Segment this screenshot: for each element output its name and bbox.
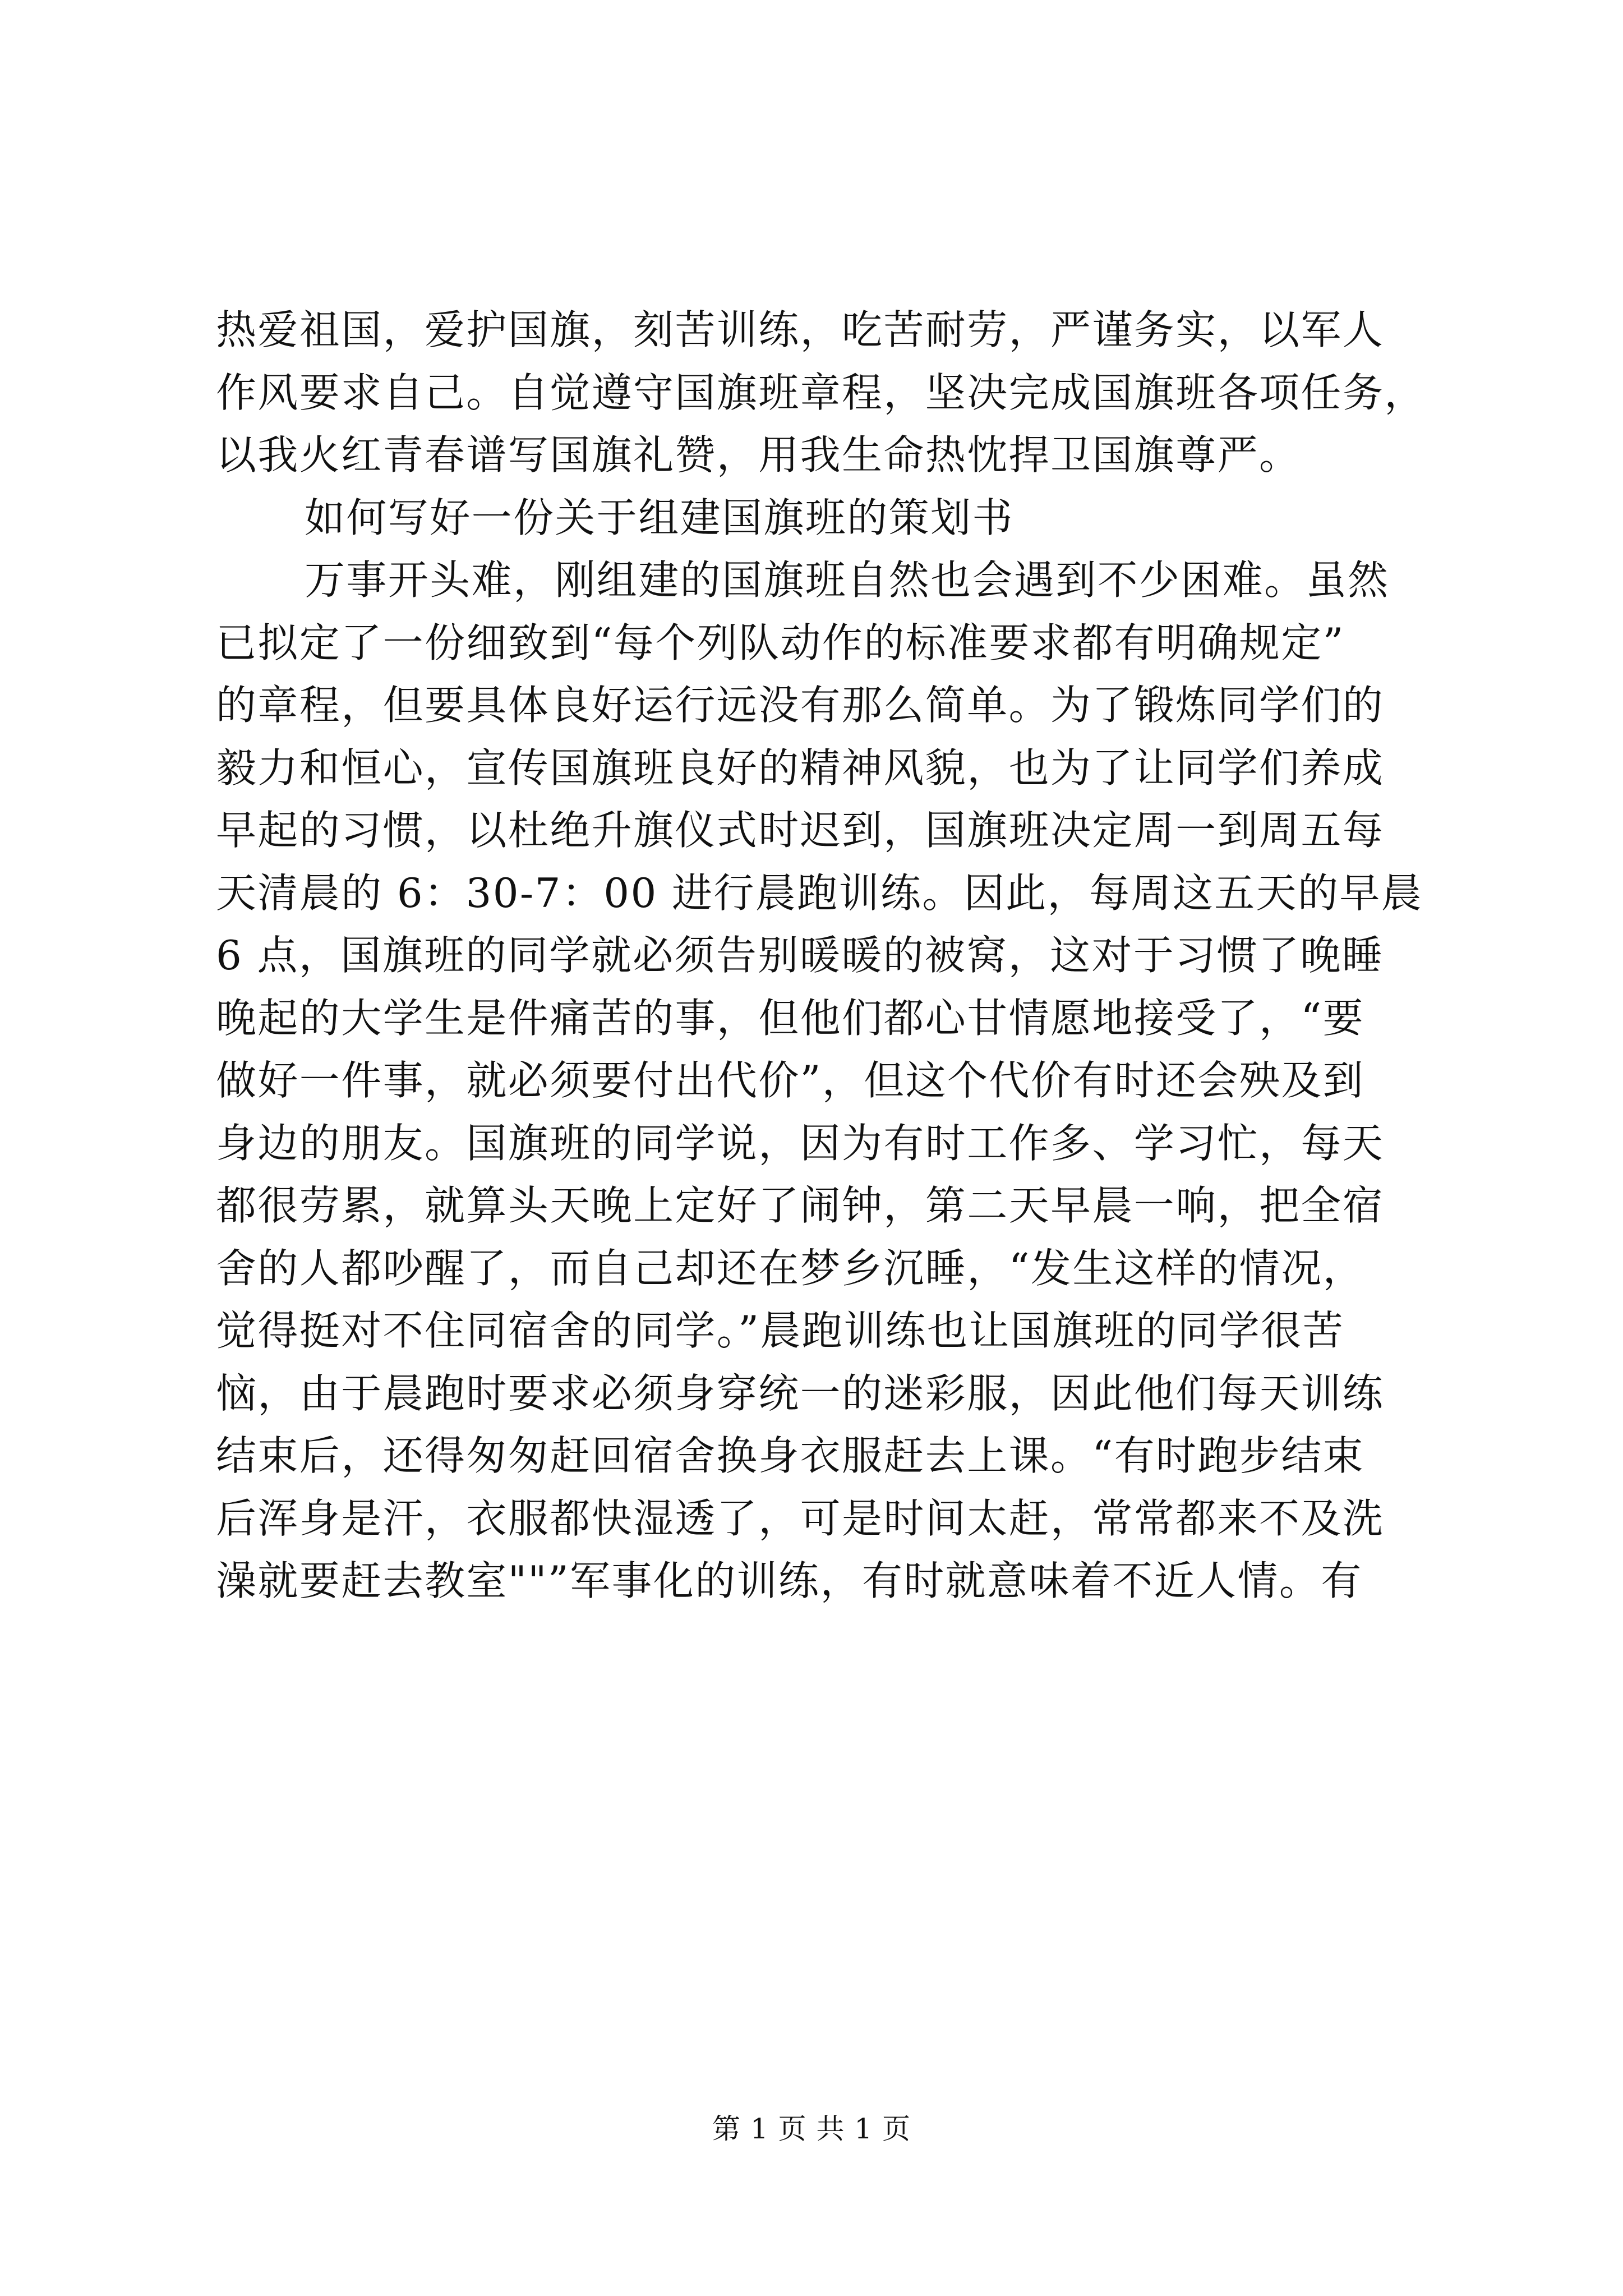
text-line: 早起的习惯，以杜绝升旗仪式时迟到，国旗班决定周一到周五每	[216, 807, 1385, 854]
text-line: 身边的朋友。国旗班的同学说，因为有时工作多、学习忙，每天	[216, 1119, 1385, 1167]
text-line: 觉得挺对不住同宿舍的同学。”晨跑训练也让国旗班的同学很苦	[216, 1307, 1345, 1354]
text-line: 万事开头难，刚组建的国旗班自然也会遇到不少困难。虽然	[305, 556, 1390, 604]
text-line: 后浑身是汗，衣服都快湿透了，可是时间太赶，常常都来不及洗	[216, 1494, 1385, 1542]
text-line: 天清晨的 6：30-7：00 进行晨跑训练。因此，每周这五天的早晨	[216, 869, 1423, 917]
text-line: 澡就要赶去教室""”军事化的训练，有时就意味着不近人情。有	[216, 1557, 1363, 1604]
text-line: 作风要求自己。自觉遵守国旗班章程，坚决完成国旗班各项任务，	[216, 369, 1426, 416]
page-footer	[0, 2106, 1623, 2147]
heading-text: 如何写好一份关于组建国旗班的策划书	[305, 494, 1014, 541]
text-line: 恼，由于晨跑时要求必须身穿统一的迷彩服，因此他们每天训练	[216, 1369, 1385, 1417]
page-number-label: 第 1 页 共 1 页	[712, 2113, 911, 2145]
text-line: 做好一件事，就必须要付出代价”，但这个代价有时还会殃及到	[216, 1057, 1365, 1104]
section-heading	[216, 487, 1407, 550]
text-line: 以我火红青春谱写国旗礼赞，用我生命热忱捍卫国旗尊严。	[216, 431, 1301, 478]
text-line: 都很劳累，就算头天晚上定好了闹钟，第二天早晨一响，把全宿	[216, 1182, 1385, 1229]
paragraph	[216, 549, 1423, 1613]
text-line: 热爱祖国，爱护国旗，刻苦训练，吃苦耐劳，严谨务实，以军人	[216, 306, 1385, 353]
text-line: 舍的人都吵醒了，而自己却还在梦乡沉睡，“发生这样的情况，	[216, 1244, 1365, 1292]
text-line: 的章程，但要具体良好运行远没有那么简单。为了锻炼同学们的	[216, 682, 1385, 729]
text-line: 已拟定了一份细致到“每个列队动作的标准要求都有明确规定”	[216, 619, 1345, 666]
text-line: 结束后，还得匆匆赶回宿舍换身衣服赶去上课。“有时跑步结束	[216, 1432, 1365, 1479]
paragraph	[216, 299, 1426, 487]
text-line: 晚起的大学生是件痛苦的事，但他们都心甘情愿地接受了，“要	[216, 994, 1365, 1042]
document-body	[216, 299, 1426, 1613]
text-line: 毅力和恒心，宣传国旗班良好的精神风貌，也为了让同学们养成	[216, 744, 1385, 792]
text-line: 6 点，国旗班的同学就必须告别暖暖的被窝，这对于习惯了晚睡	[216, 932, 1384, 979]
